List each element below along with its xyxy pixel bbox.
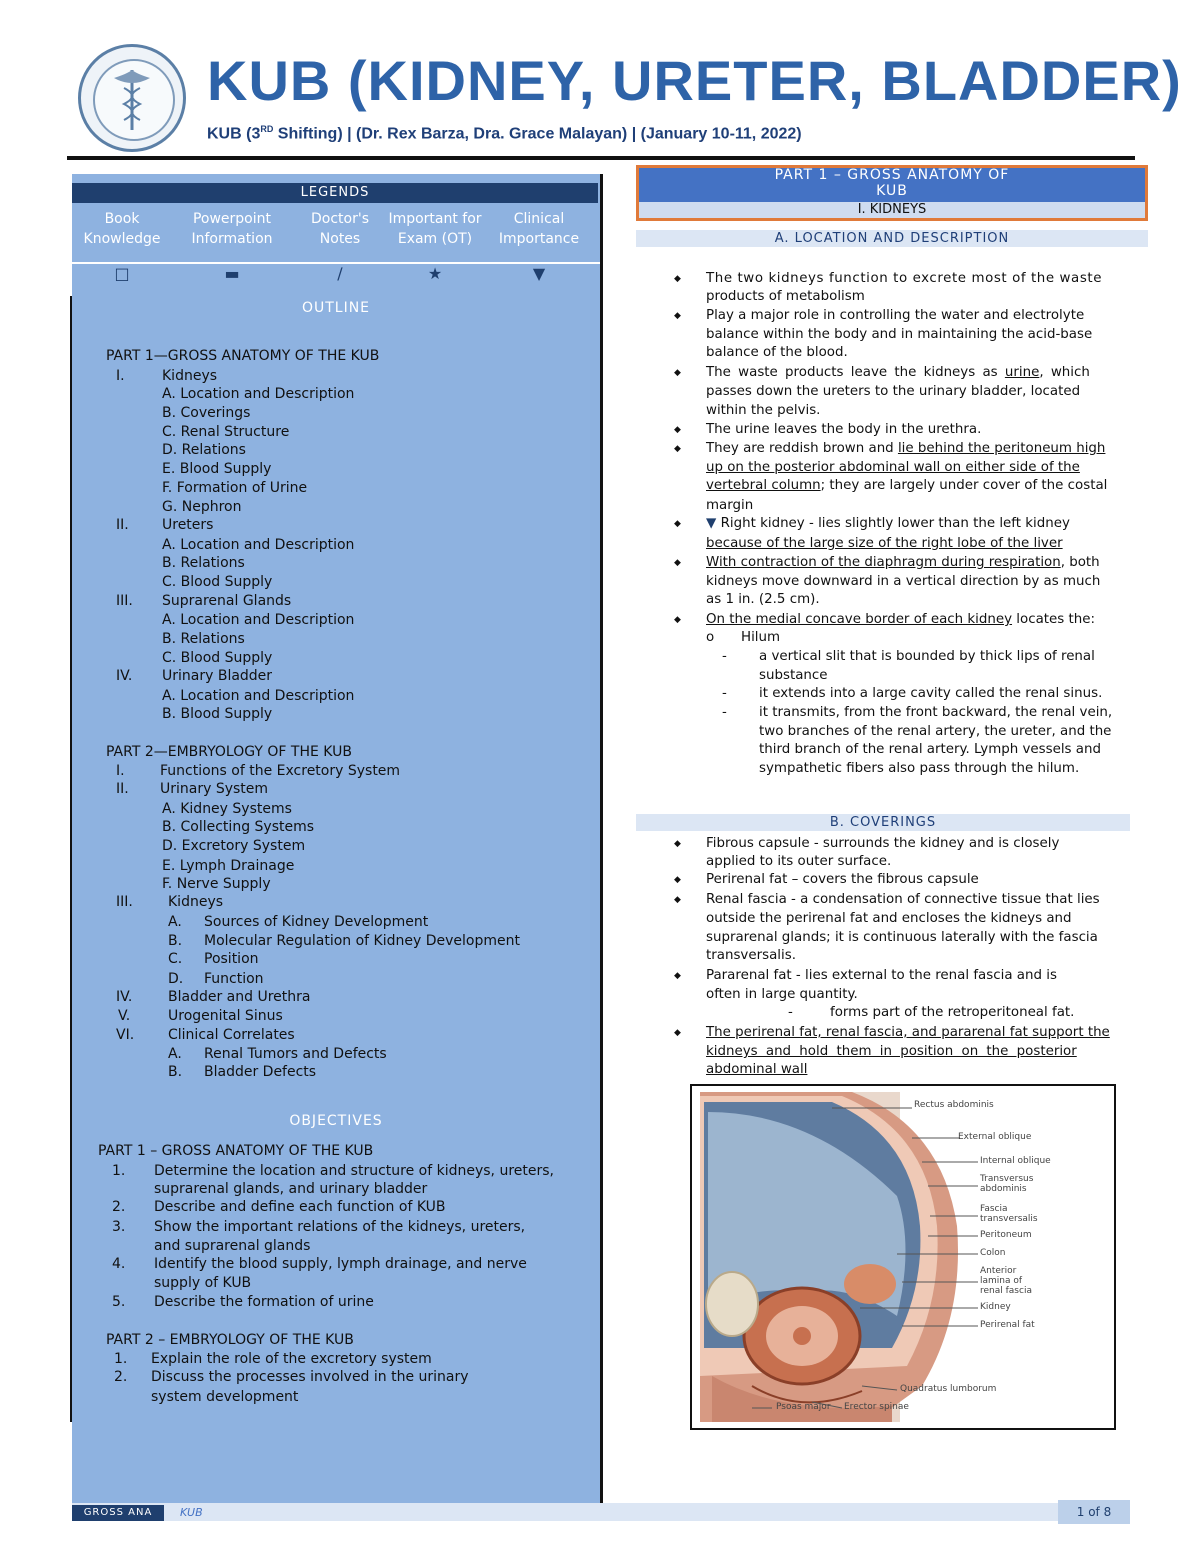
- paragraph-line: within the pelvis.: [706, 403, 821, 418]
- figure-label: External oblique: [958, 1132, 1032, 1142]
- legend-important: Important for Exam (OT): [388, 211, 482, 247]
- outline-item: Functions of the Excretory System: [160, 763, 401, 779]
- outline-num: IV.: [116, 668, 133, 684]
- outline-subitem: B. Blood Supply: [162, 706, 273, 722]
- figure-label: Kidney: [980, 1302, 1011, 1312]
- outline-num: B.: [168, 1064, 183, 1080]
- outline-subitem: Function: [204, 971, 264, 987]
- outline-subitem: Renal Tumors and Defects: [204, 1046, 387, 1062]
- book-icon: □: [114, 264, 130, 283]
- stethoscope-icon: ▼: [532, 264, 546, 283]
- objective-num: 5.: [112, 1294, 126, 1310]
- outline-subitem: F. Formation of Urine: [162, 480, 308, 496]
- outline-subitem: D. Excretory System: [162, 838, 306, 854]
- paragraph-line: Perirenal fat – covers the fibrous capsule: [706, 872, 979, 887]
- paragraph-line: balance within the body and in maintaining the acid-base: [706, 327, 1093, 342]
- outline-num: I.: [116, 368, 125, 384]
- outline-num: II.: [116, 781, 129, 797]
- paragraph-line: With contraction of the diaphragm during respiration, both: [706, 555, 1100, 570]
- left-panel: [72, 174, 600, 1520]
- outline-subitem: G. Nephron: [162, 499, 242, 515]
- outline-num: D.: [168, 971, 184, 987]
- kidney-cross-section-figure: [690, 1084, 1116, 1430]
- outline-subitem: A. Location and Description: [162, 537, 355, 553]
- part1-title: PART 1 – GROSS ANATOMY OF KUB: [774, 167, 1010, 199]
- paragraph-line: third branch of the renal artery. Lymph vessels and: [759, 742, 1101, 757]
- objective-text: supply of KUB: [154, 1275, 252, 1291]
- outline-num: V.: [118, 1008, 131, 1024]
- paragraph-line: margin: [706, 498, 754, 513]
- objective-num: 2.: [114, 1369, 128, 1385]
- outline-item: Kidneys: [168, 894, 224, 910]
- paragraph-line: passes down the ureters to the urinary bladder, located: [706, 384, 1081, 399]
- figure-label: Internal oblique: [980, 1156, 1051, 1166]
- outline-subitem: B. Collecting Systems: [162, 819, 315, 835]
- paragraph-line: balance of the blood.: [706, 345, 848, 360]
- outline-item: Ureters: [162, 517, 214, 533]
- outline-subitem: A. Location and Description: [162, 386, 355, 402]
- paragraph-line: up on the posterior abdominal wall on either side of the: [706, 460, 1080, 475]
- outline-part1: PART 1—GROSS ANATOMY OF THE KUB: [106, 348, 380, 364]
- bullet-icon: ◆: [674, 425, 681, 435]
- paragraph-line: two branches of the renal artery, the ureter, and the: [759, 724, 1112, 739]
- bullet-icon: ◆: [674, 368, 681, 378]
- objective-num: 2.: [112, 1199, 126, 1215]
- sub-bullet: o: [706, 630, 715, 645]
- objective-num: 1.: [114, 1351, 128, 1367]
- outline-subitem: E. Lymph Drainage: [162, 858, 295, 874]
- page-number: 1 of 8: [1058, 1500, 1130, 1524]
- notes-icon: ∕: [337, 264, 343, 283]
- paragraph-line: forms part of the retroperitoneal fat.: [830, 1005, 1075, 1020]
- paragraph-line: outside the perirenal fat and encloses the kidneys and: [706, 911, 1072, 926]
- coverings-heading: B. COVERINGS: [636, 814, 1130, 831]
- outline-item: Urinary Bladder: [162, 668, 273, 684]
- location-heading: A. LOCATION AND DESCRIPTION: [636, 230, 1148, 247]
- paragraph-line: Renal fascia - a condensation of connective tissue that lies: [706, 892, 1100, 907]
- outline-subitem: Sources of Kidney Development: [204, 914, 429, 930]
- objective-text: Determine the location and structure of kidneys, ureters,: [154, 1163, 554, 1179]
- outline-subitem: A. Location and Description: [162, 612, 355, 628]
- paragraph-line: sympathetic fibers also pass through the hilum.: [759, 761, 1080, 776]
- objective-num: 4.: [112, 1256, 126, 1272]
- bullet-icon: ◆: [674, 895, 681, 905]
- outline-num: II.: [116, 517, 129, 533]
- outline-title: OUTLINE: [301, 300, 371, 316]
- outline-subitem: A. Location and Description: [162, 688, 355, 704]
- outline-num: C.: [168, 951, 183, 967]
- paragraph-line: applied to its outer surface.: [706, 854, 892, 869]
- paragraph-line: On the medial concave border of each kidney locates the:: [706, 612, 1095, 627]
- objective-text: Discuss the processes involved in the urinary: [151, 1369, 469, 1385]
- paragraph-line: They are reddish brown and lie behind the peritoneum high: [706, 441, 1106, 456]
- figure-label: Peritoneum: [980, 1230, 1032, 1240]
- legend-doctors-notes: Doctor's Notes: [311, 211, 369, 247]
- objective-num: 1.: [112, 1163, 126, 1179]
- dash-bullet: -: [788, 1005, 793, 1020]
- bullet-icon: ◆: [674, 519, 681, 529]
- objective-text: Explain the role of the excretory system: [151, 1351, 432, 1367]
- figure-label: Rectus abdominis: [914, 1100, 994, 1110]
- bullet-icon: ◆: [674, 875, 681, 885]
- objective-text: Describe the formation of urine: [154, 1294, 374, 1310]
- footer-section: GROSS ANA: [72, 1505, 164, 1521]
- bullet-icon: ◆: [674, 558, 681, 568]
- dash-bullet: -: [722, 649, 727, 664]
- figure-label: Colon: [980, 1248, 1006, 1258]
- paragraph-line: as 1 in. (2.5 cm).: [706, 592, 820, 607]
- objective-text: system development: [151, 1389, 299, 1405]
- paragraph-line: vertebral column; they are largely under cover of the costal: [706, 478, 1108, 493]
- outline-num: B.: [168, 933, 183, 949]
- paragraph-line: The two kidneys function to excrete most of the waste: [706, 271, 1103, 286]
- paragraph-line: Play a major role in controlling the water and electrolyte: [706, 308, 1085, 323]
- page-subtitle: KUB (3RD Shifting) | (Dr. Rex Barza, Dra. Grace Malayan) | (January 10-11, 2022): [207, 124, 802, 143]
- paragraph-line: The urine leaves the body in the urethra.: [706, 422, 982, 437]
- outline-num: A.: [168, 914, 182, 930]
- paragraph-line: kidneys move downward in a vertical direction by as much: [706, 574, 1101, 589]
- figure-label: Perirenal fat: [980, 1320, 1035, 1330]
- outline-item: Clinical Correlates: [168, 1027, 295, 1043]
- objective-text: and suprarenal glands: [154, 1238, 311, 1254]
- paragraph-line: a vertical slit that is bounded by thick lips of renal: [759, 649, 1095, 664]
- objective-text: Identify the blood supply, lymph drainage, and nerve: [154, 1256, 527, 1272]
- outline-subitem: E. Blood Supply: [162, 461, 272, 477]
- outline-subitem: B. Relations: [162, 555, 245, 571]
- bullet-icon: ◆: [674, 274, 681, 284]
- objective-num: 3.: [112, 1219, 126, 1235]
- legend-book: Book Knowledge: [83, 211, 161, 247]
- bullet-icon: ◆: [674, 311, 681, 321]
- outline-num: VI.: [116, 1027, 135, 1043]
- outline-num: I.: [116, 763, 125, 779]
- figure-label: Anterior lamina of renal fascia: [980, 1266, 1032, 1296]
- outline-subitem: F. Nerve Supply: [162, 876, 271, 892]
- outline-item: Kidneys: [162, 368, 218, 384]
- header-divider: [67, 156, 1135, 160]
- kidney-cross-section-illustration: [692, 1086, 1114, 1428]
- outline-subitem: Molecular Regulation of Kidney Development: [204, 933, 520, 949]
- paragraph-line: Hilum: [741, 630, 781, 645]
- caduceus-icon: [82, 48, 182, 148]
- bullet-icon: ◆: [674, 971, 681, 981]
- outline-subitem: Bladder Defects: [204, 1064, 317, 1080]
- left-panel-border: [600, 174, 603, 1520]
- outline-num: IV.: [116, 989, 133, 1005]
- objectives-part1: PART 1 – GROSS ANATOMY OF THE KUB: [98, 1143, 374, 1159]
- outline-item: Suprarenal Glands: [162, 593, 292, 609]
- paragraph-line: substance: [759, 668, 828, 683]
- outline-item: Urinary System: [160, 781, 269, 797]
- outline-subitem: A. Kidney Systems: [162, 801, 292, 817]
- objectives-part2: PART 2 – EMBRYOLOGY OF THE KUB: [106, 1332, 354, 1348]
- outline-item: Urogenital Sinus: [168, 1008, 283, 1024]
- figure-label: Quadratus lumborum: [900, 1384, 997, 1394]
- outline-subitem: B. Coverings: [162, 405, 251, 421]
- footer-topic: KUB: [180, 1506, 203, 1519]
- star-icon: ★: [427, 264, 443, 283]
- paragraph-line: suprarenal glands; it is continuous laterally with the fascia: [706, 930, 1098, 945]
- paragraph-line: products of metabolism: [706, 289, 865, 304]
- bullet-icon: ◆: [674, 615, 681, 625]
- paragraph-line: it transmits, from the front backward, the renal vein,: [759, 705, 1113, 720]
- paragraph-line: The waste products leave the kidneys as urine, which: [706, 365, 1090, 380]
- paragraph-line: because of the large size of the right lobe of the liver: [706, 536, 1063, 551]
- legend-clinical: Clinical Importance: [498, 211, 580, 247]
- objective-text: suprarenal glands, and urinary bladder: [154, 1181, 428, 1197]
- paragraph-line: Fibrous capsule - surrounds the kidney and is closely: [706, 836, 1060, 851]
- outline-num: III.: [116, 894, 133, 910]
- outline-num: A.: [168, 1046, 182, 1062]
- outline-subitem: D. Relations: [162, 442, 246, 458]
- bullet-icon: ◆: [674, 444, 681, 454]
- legend-title: LEGENDS: [72, 183, 598, 203]
- footer-bar: [72, 1503, 1130, 1521]
- stethoscope-icon: ▼: [706, 516, 717, 531]
- outline-subitem: B. Relations: [162, 631, 245, 647]
- outline-num: III.: [116, 593, 133, 609]
- outline-part2: PART 2—EMBRYOLOGY OF THE KUB: [106, 744, 352, 760]
- objectives-title: OBJECTIVES: [289, 1113, 383, 1129]
- paragraph-line: kidneys and hold them in position on the posterior: [706, 1044, 1077, 1059]
- paragraph-line: Pararenal fat - lies external to the renal fascia and is: [706, 968, 1057, 983]
- paragraph-line: abdominal wall: [706, 1062, 808, 1077]
- objective-text: Describe and define each function of KUB: [154, 1199, 446, 1215]
- objective-text: Show the important relations of the kidneys, ureters,: [154, 1219, 526, 1235]
- paragraph-line: transversalis.: [706, 948, 796, 963]
- figure-label: Erector spinae: [844, 1402, 909, 1412]
- dash-bullet: -: [722, 705, 727, 720]
- bullet-icon: ◆: [674, 839, 681, 849]
- legend-powerpoint: Powerpoint Information: [191, 211, 273, 247]
- slides-icon: ▬: [224, 264, 240, 283]
- outline-subitem: C. Blood Supply: [162, 574, 273, 590]
- figure-label: Fascia transversalis: [980, 1204, 1038, 1224]
- kidneys-heading: I. KIDNEYS: [639, 202, 1145, 218]
- outline-subitem: C. Renal Structure: [162, 424, 290, 440]
- dash-bullet: -: [722, 686, 727, 701]
- outline-item: Bladder and Urethra: [168, 989, 311, 1005]
- paragraph-line: it extends into a large cavity called the renal sinus.: [759, 686, 1103, 701]
- left-panel-edge: [70, 296, 72, 1422]
- figure-label: Transversus abdominis: [980, 1174, 1034, 1194]
- outline-subitem: C. Blood Supply: [162, 650, 273, 666]
- paragraph-line: The perirenal fat, renal fascia, and pararenal fat support the: [706, 1025, 1110, 1040]
- school-seal: [78, 44, 186, 152]
- outline-subitem: Position: [204, 951, 259, 967]
- page-title: KUB (KIDNEY, URETER, BLADDER): [207, 49, 1182, 112]
- figure-label: Psoas major: [776, 1402, 831, 1412]
- paragraph-line: often in large quantity.: [706, 987, 858, 1002]
- paragraph-line: ▼ Right kidney - lies slightly lower than the left kidney: [706, 516, 1070, 531]
- bullet-icon: ◆: [674, 1028, 681, 1038]
